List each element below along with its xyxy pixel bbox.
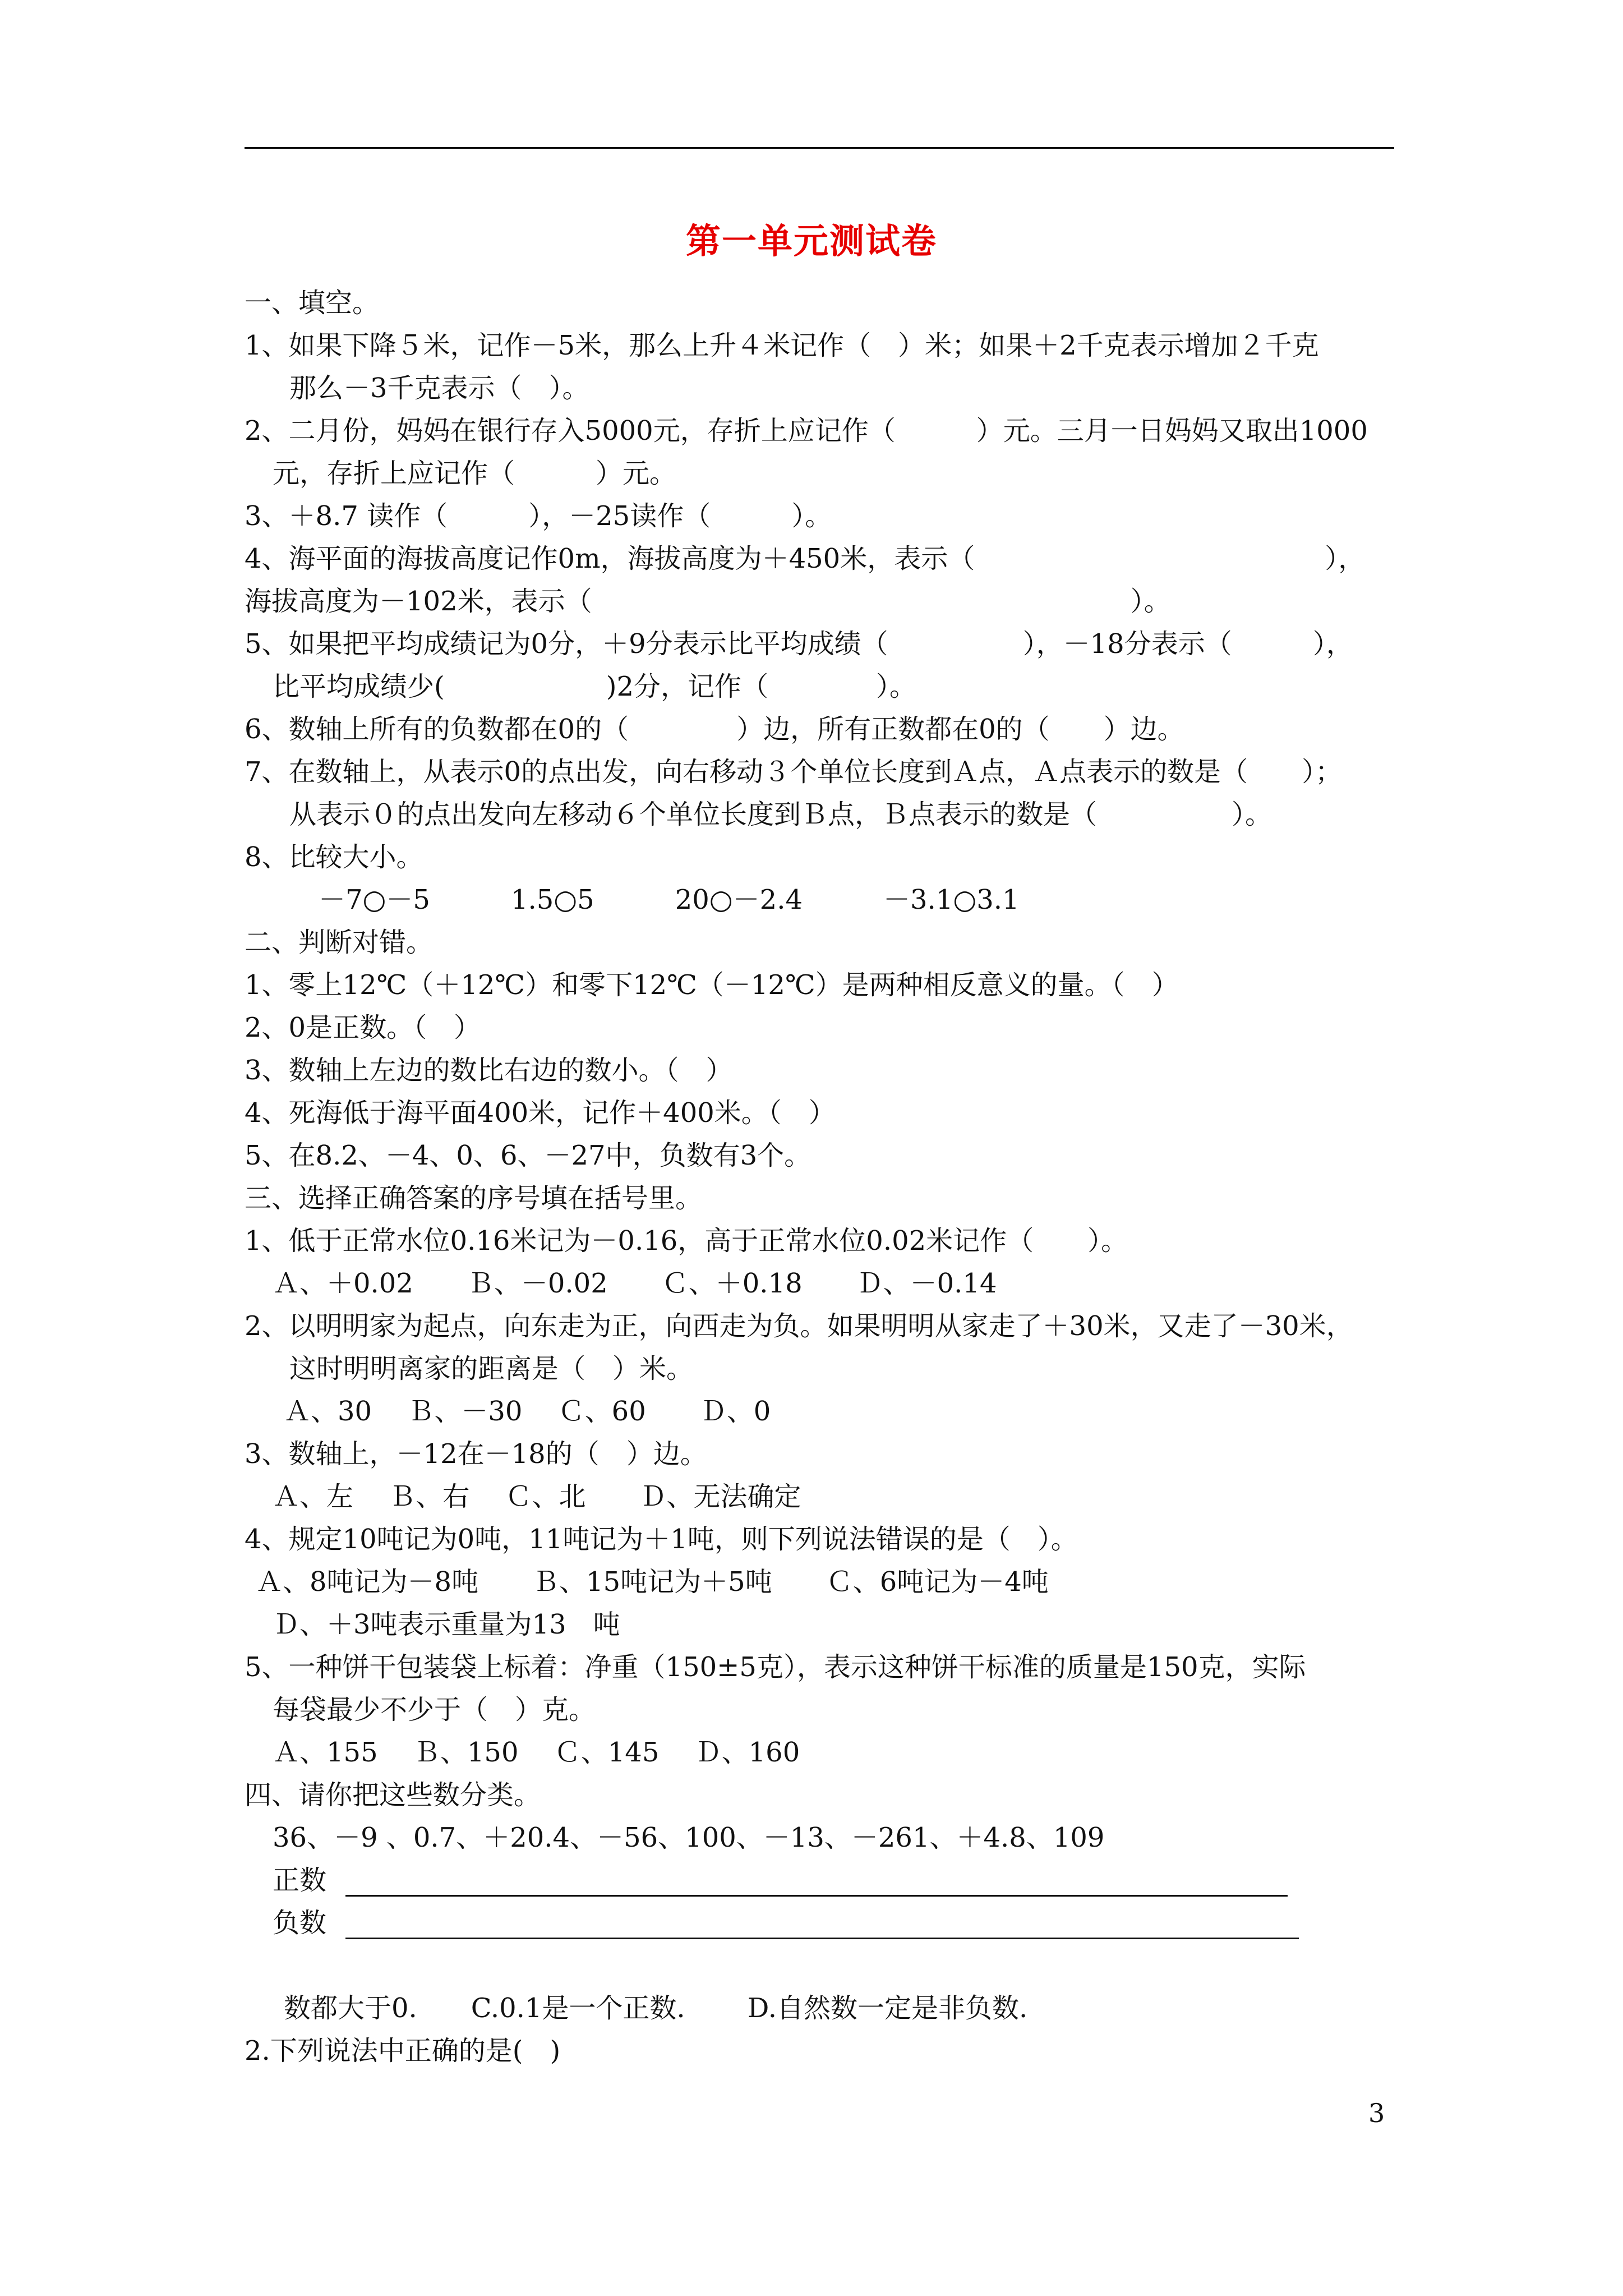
- section-2-heading: 二、判断对错。: [245, 927, 434, 958]
- choice-3: 3、数轴上，－12在－18的（ ）边。: [245, 1438, 707, 1470]
- number-list: 36、－9 、0.7、＋20.4、－56、100、－13、－261、＋4.8、109: [273, 1822, 1105, 1853]
- choice-4: 4、规定10吨记为0吨，11吨记为＋1吨，则下列说法错误的是（ ）。: [245, 1524, 1078, 1555]
- positive-label: 正数: [273, 1865, 327, 1896]
- question-8: 8、比较大小。: [245, 841, 423, 873]
- choice-5-line-2: 每袋最少不少于（ ）克。: [273, 1694, 596, 1726]
- question-2-line-1: 2、二月份，妈妈在银行存入5000元，存折上应记作（ ）元。三月一日妈妈又取出1000: [245, 415, 1368, 447]
- choice-5-options: Ａ、155 Ｂ、150 Ｃ、145 Ｄ、160: [273, 1737, 800, 1768]
- question-3: 3、＋8.7 读作（ ），－25读作（ ）。: [245, 500, 832, 532]
- fragment-options: 数都大于0. C.0.1是一个正数. D.自然数一定是非负数.: [284, 1993, 1028, 2024]
- choice-2-line-1: 2、以明明家为起点，向东走为正，向西走为负。如果明明从家走了＋30米，又走了－30米，: [245, 1310, 1353, 1342]
- judge-3: 3、数轴上左边的数比右边的数小。（ ）: [245, 1055, 733, 1086]
- section-3-heading: 三、选择正确答案的序号填在括号里。: [245, 1182, 703, 1214]
- choice-4-options-2: Ｄ、＋3吨表示重量为13 吨: [273, 1609, 620, 1640]
- question-7-line-2: 从表示０的点出发向左移动６个单位长度到Ｂ点，Ｂ点表示的数是（ ）。: [289, 799, 1272, 830]
- page-number: 3: [1368, 2098, 1385, 2128]
- negative-answer-line[interactable]: [345, 1938, 1299, 1939]
- negative-label: 负数: [273, 1907, 327, 1939]
- judge-4: 4、死海低于海平面400米，记作＋400米。（ ）: [245, 1097, 836, 1129]
- choice-3-options: Ａ、左 Ｂ、右 Ｃ、北 Ｄ、无法确定: [273, 1481, 801, 1512]
- positive-answer-line[interactable]: [345, 1895, 1288, 1897]
- choice-2-options: Ａ、30 Ｂ、－30 Ｃ、60 Ｄ、0: [284, 1396, 771, 1427]
- question-4-line-2: 海拔高度为－102米，表示（ ）。: [245, 586, 1171, 617]
- question-4-line-1: 4、海平面的海拔高度记作0m，海拔高度为＋450米，表示（ ），: [245, 543, 1366, 574]
- judge-1: 1、零上12℃（＋12℃）和零下12℃（－12℃）是两种相反意义的量。（ ）: [245, 969, 1179, 1001]
- judge-2: 2、0是正数。（ ）: [245, 1012, 481, 1043]
- choice-2-line-2: 这时明明离家的距离是（ ）米。: [289, 1353, 694, 1384]
- question-7-line-1: 7、在数轴上，从表示0的点出发，向右移动３个单位长度到Ａ点，Ａ点表示的数是（ ）；: [245, 756, 1343, 788]
- page-title: 第一单元测试卷: [685, 220, 937, 261]
- question-6: 6、数轴上所有的负数都在0的（ ）边，所有正数都在0的（ ）边。: [245, 714, 1184, 745]
- question-1-line-2: 那么－3千克表示（ ）。: [289, 372, 589, 404]
- header-rule: [245, 147, 1394, 149]
- question-8-items: －7○－5 1.5○5 20○－2.4 －3.1○3.1: [319, 884, 1020, 915]
- choice-1: 1、低于正常水位0.16米记为－0.16，高于正常水位0.02米记作（ ）。: [245, 1225, 1128, 1257]
- choice-1-options: Ａ、＋0.02 Ｂ、－0.02 Ｃ、＋0.18 Ｄ、－0.14: [273, 1268, 997, 1299]
- next-question: 2.下列说法中正确的是( ): [245, 2035, 561, 2067]
- choice-5-line-1: 5、一种饼干包装袋上标着：净重（150±5克），表示这种饼干标准的质量是150克，实际: [245, 1651, 1306, 1683]
- section-1-heading: 一、填空。: [245, 287, 380, 319]
- section-4-heading: 四、请你把这些数分类。: [245, 1779, 541, 1811]
- judge-5: 5、在8.2、－4、0、6、－27中，负数有3个。: [245, 1140, 811, 1171]
- question-2-line-2: 元，存折上应记作（ ）元。: [273, 458, 677, 489]
- question-5-line-1: 5、如果把平均成绩记为0分，＋9分表示比平均成绩（ ），－18分表示（ ），: [245, 628, 1353, 660]
- question-1-line-1: 1、如果下降５米，记作－5米，那么上升４米记作（ ）米；如果＋2千克表示增加２千克: [245, 330, 1319, 361]
- choice-4-options-1: Ａ、8吨记为－8吨 Ｂ、15吨记为＋5吨 Ｃ、6吨记为－4吨: [256, 1566, 1049, 1598]
- question-5-line-2: 比平均成绩少( )2分，记作（ ）。: [273, 671, 916, 702]
